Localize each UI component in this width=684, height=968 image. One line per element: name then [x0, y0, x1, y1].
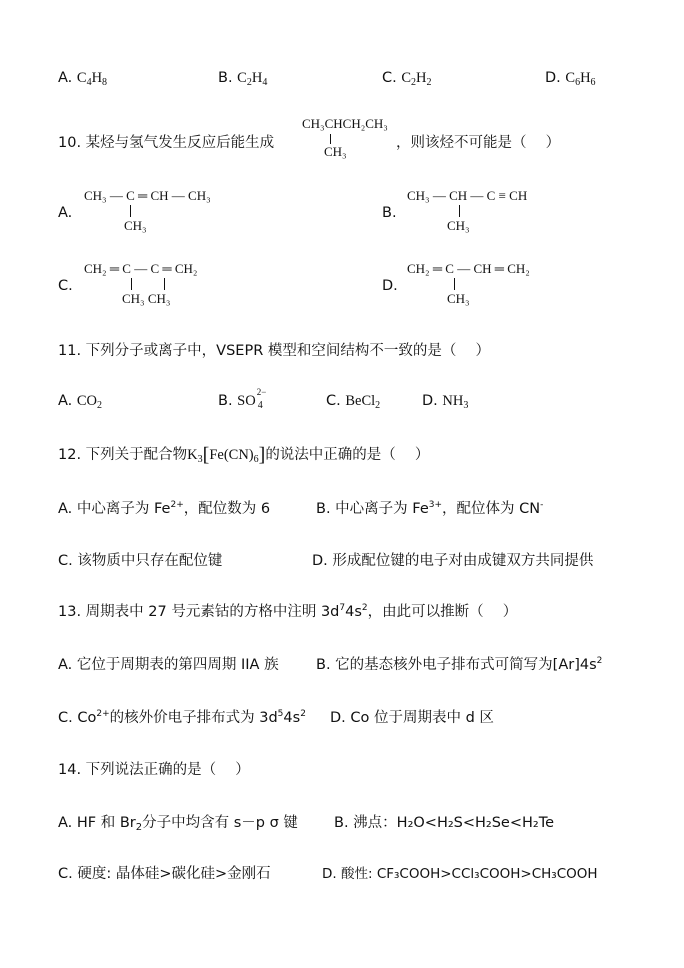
- q10-option-c-structure: [84, 261, 244, 307]
- option-text: 4s: [283, 710, 301, 726]
- option-text: C. Co: [58, 710, 97, 726]
- formula-part: C: [237, 70, 247, 86]
- formula-sup: 2+: [96, 709, 110, 719]
- q10-stem: [58, 131, 274, 152]
- q10-product-structure: [302, 116, 402, 162]
- formula-sub: 3: [197, 454, 203, 465]
- bond-line: [164, 278, 165, 290]
- formula-sup: 2: [300, 709, 306, 719]
- formula-sup: 3+: [428, 500, 443, 510]
- q10-option-d-label: D.: [382, 278, 398, 294]
- q10-option-b-structure: [407, 188, 567, 234]
- formula-part: BeCl: [345, 393, 376, 409]
- option-text: B. 它的基态核外电子排布式可简写为[Ar]4s: [316, 657, 597, 673]
- bond-line: [459, 205, 460, 217]
- formula-part: H: [91, 70, 103, 86]
- option-label: C.: [326, 393, 341, 409]
- q13-option-b: [316, 653, 602, 674]
- structure-branch: CH₃: [447, 218, 470, 233]
- formula-sup: 2: [361, 603, 368, 613]
- structure-branch: CH₃ CH₃: [122, 291, 171, 306]
- formula-part: H: [416, 70, 427, 86]
- q11-stem: 11. 下列分子或离子中，VSEPR 模型和空间结构不一致的是（ ）: [58, 343, 490, 359]
- formula-sup: 7: [339, 603, 346, 613]
- formula-sup: 2: [596, 656, 603, 666]
- structure-main: CH₂ ═ C — C ═ CH₂: [84, 261, 198, 276]
- option-label: A.: [58, 393, 73, 409]
- q10-option-a-label: A.: [58, 205, 73, 221]
- q12-stem-tail: 的说法中正确的是（ ）: [265, 447, 430, 463]
- q13-option-a: A. 它位于周期表的第四周期 IIA 族: [58, 657, 279, 673]
- q10-option-b-label: B.: [382, 205, 397, 221]
- bond-line: [131, 278, 132, 290]
- option-label: D.: [422, 393, 438, 409]
- structure-main: CH₃ — C ═ CH — CH₃: [84, 188, 211, 203]
- formula-sub: 2: [246, 77, 252, 88]
- formula-part: SO: [237, 393, 256, 409]
- q14-option-b: B. 沸点：H₂O<H₂S<H₂Se<H₂Te: [334, 815, 555, 831]
- q13-option-c: [58, 706, 306, 727]
- q11-option-b: [218, 386, 270, 411]
- formula-sub: 6: [253, 454, 259, 465]
- q11-option-a: [58, 393, 102, 410]
- option-text: 的核外价电子排布式为 3d: [109, 710, 278, 726]
- q9-option-b: [218, 70, 267, 87]
- q10-stem-end: [396, 131, 560, 152]
- q14-option-a: [58, 811, 298, 832]
- q13-stem: [58, 600, 517, 621]
- formula-sup: 5: [277, 709, 284, 719]
- formula-sub: 6: [590, 77, 596, 88]
- option-label: B.: [218, 393, 233, 409]
- option-text: ，配位体为 CN: [442, 501, 541, 517]
- option-text: ，配位数为 6: [183, 501, 271, 517]
- q10-option-d-structure: [407, 261, 567, 307]
- formula-sub: 4: [262, 77, 268, 88]
- q12-stem-text: 12. 下列关于配合物: [58, 447, 188, 463]
- structure-main: CH₂ ═ C — CH ═ CH₂: [407, 261, 530, 276]
- q13-stem-text: 4s: [345, 604, 362, 620]
- q12-option-b: [316, 497, 543, 518]
- formula-part: H: [580, 70, 591, 86]
- formula-part: NH: [442, 393, 464, 409]
- formula-sub: 2: [411, 77, 417, 88]
- q12-stem: 12. 下列关于配合物$K_3[Fe(CN)_6]$的说法中正确的是（ ）: [58, 444, 430, 466]
- option-label: C.: [382, 70, 397, 86]
- q10-option-a-structure: [84, 188, 244, 234]
- formula-part: C: [401, 70, 412, 86]
- q14-option-c: C. 硬度: 晶体硅>碳化硅>金刚石: [58, 866, 271, 882]
- formula-sub: 2: [375, 400, 381, 411]
- structure-main: CH₃ — CH — C ≡ CH: [407, 188, 528, 203]
- q10-option-c-label: C.: [58, 278, 73, 294]
- option-text: A. 中心离子为 Fe: [58, 501, 171, 517]
- q11-option-c: [326, 393, 380, 410]
- option-label: B.: [218, 70, 233, 86]
- q10-stem-tail: ，则该烃不可能是（ ）: [396, 135, 561, 151]
- option-label: D.: [545, 70, 561, 86]
- q11-option-d: [422, 393, 468, 410]
- formula-part: Fe(CN): [209, 447, 254, 463]
- option-text: 分子中均含有 s－p σ 键: [142, 815, 298, 831]
- bond-line: [454, 278, 455, 290]
- formula-part: C: [565, 70, 576, 86]
- formula-sup: 2−: [256, 386, 267, 397]
- bond-line: [330, 134, 331, 144]
- q12-option-c: C. 该物质中只存在配位键: [58, 553, 223, 569]
- option-text: B. 中心离子为 Fe: [316, 501, 429, 517]
- structure-branch: CH₃: [447, 291, 470, 306]
- formula-sub: 6: [575, 77, 581, 88]
- formula-part: CO: [76, 393, 98, 409]
- q13-stem-text: 13. 周期表中 27 号元素钴的方格中注明 3d: [58, 604, 340, 620]
- q14-stem: 14. 下列说法正确的是（ ）: [58, 762, 250, 778]
- option-text: A. HF 和 Br: [58, 815, 136, 831]
- formula-sub: 2: [426, 77, 432, 88]
- option-label: A.: [58, 70, 73, 86]
- q12-option-a: [58, 497, 270, 518]
- product-branch: CH₃: [324, 144, 347, 159]
- q13-stem-tail: ，由此可以推断（ ）: [367, 604, 518, 620]
- q13-option-d: D. Co 位于周期表中 d 区: [330, 710, 494, 726]
- formula-sup: 2+: [170, 500, 184, 510]
- bond-line: [130, 205, 131, 217]
- formula-part: C: [76, 70, 87, 86]
- formula-sup: -: [540, 500, 544, 510]
- q9-option-c: [382, 70, 432, 87]
- formula-part: K: [187, 447, 198, 463]
- q9-option-a: [58, 70, 107, 87]
- formula-sub: 4: [257, 399, 263, 411]
- q9-option-d: [545, 70, 596, 87]
- formula-part: H: [251, 70, 263, 86]
- formula-sub: 8: [102, 77, 108, 88]
- structure-branch: CH₃: [124, 218, 147, 233]
- formula-sub: 2: [97, 400, 103, 411]
- formula-sub: 4: [86, 77, 92, 88]
- q10-stem-text: 10. 某烃与氢气发生反应后能生成: [58, 135, 275, 151]
- formula-sub: 3: [463, 400, 469, 411]
- product-main-chain: CH₃CHCH₂CH₃: [302, 116, 388, 131]
- formula-sub: 2: [135, 822, 143, 833]
- q12-option-d: D. 形成配位键的电子对由成键双方共同提供: [312, 553, 594, 569]
- q14-option-d: D. 酸性: CF₃COOH>CCl₃COOH>CH₃COOH: [322, 866, 598, 882]
